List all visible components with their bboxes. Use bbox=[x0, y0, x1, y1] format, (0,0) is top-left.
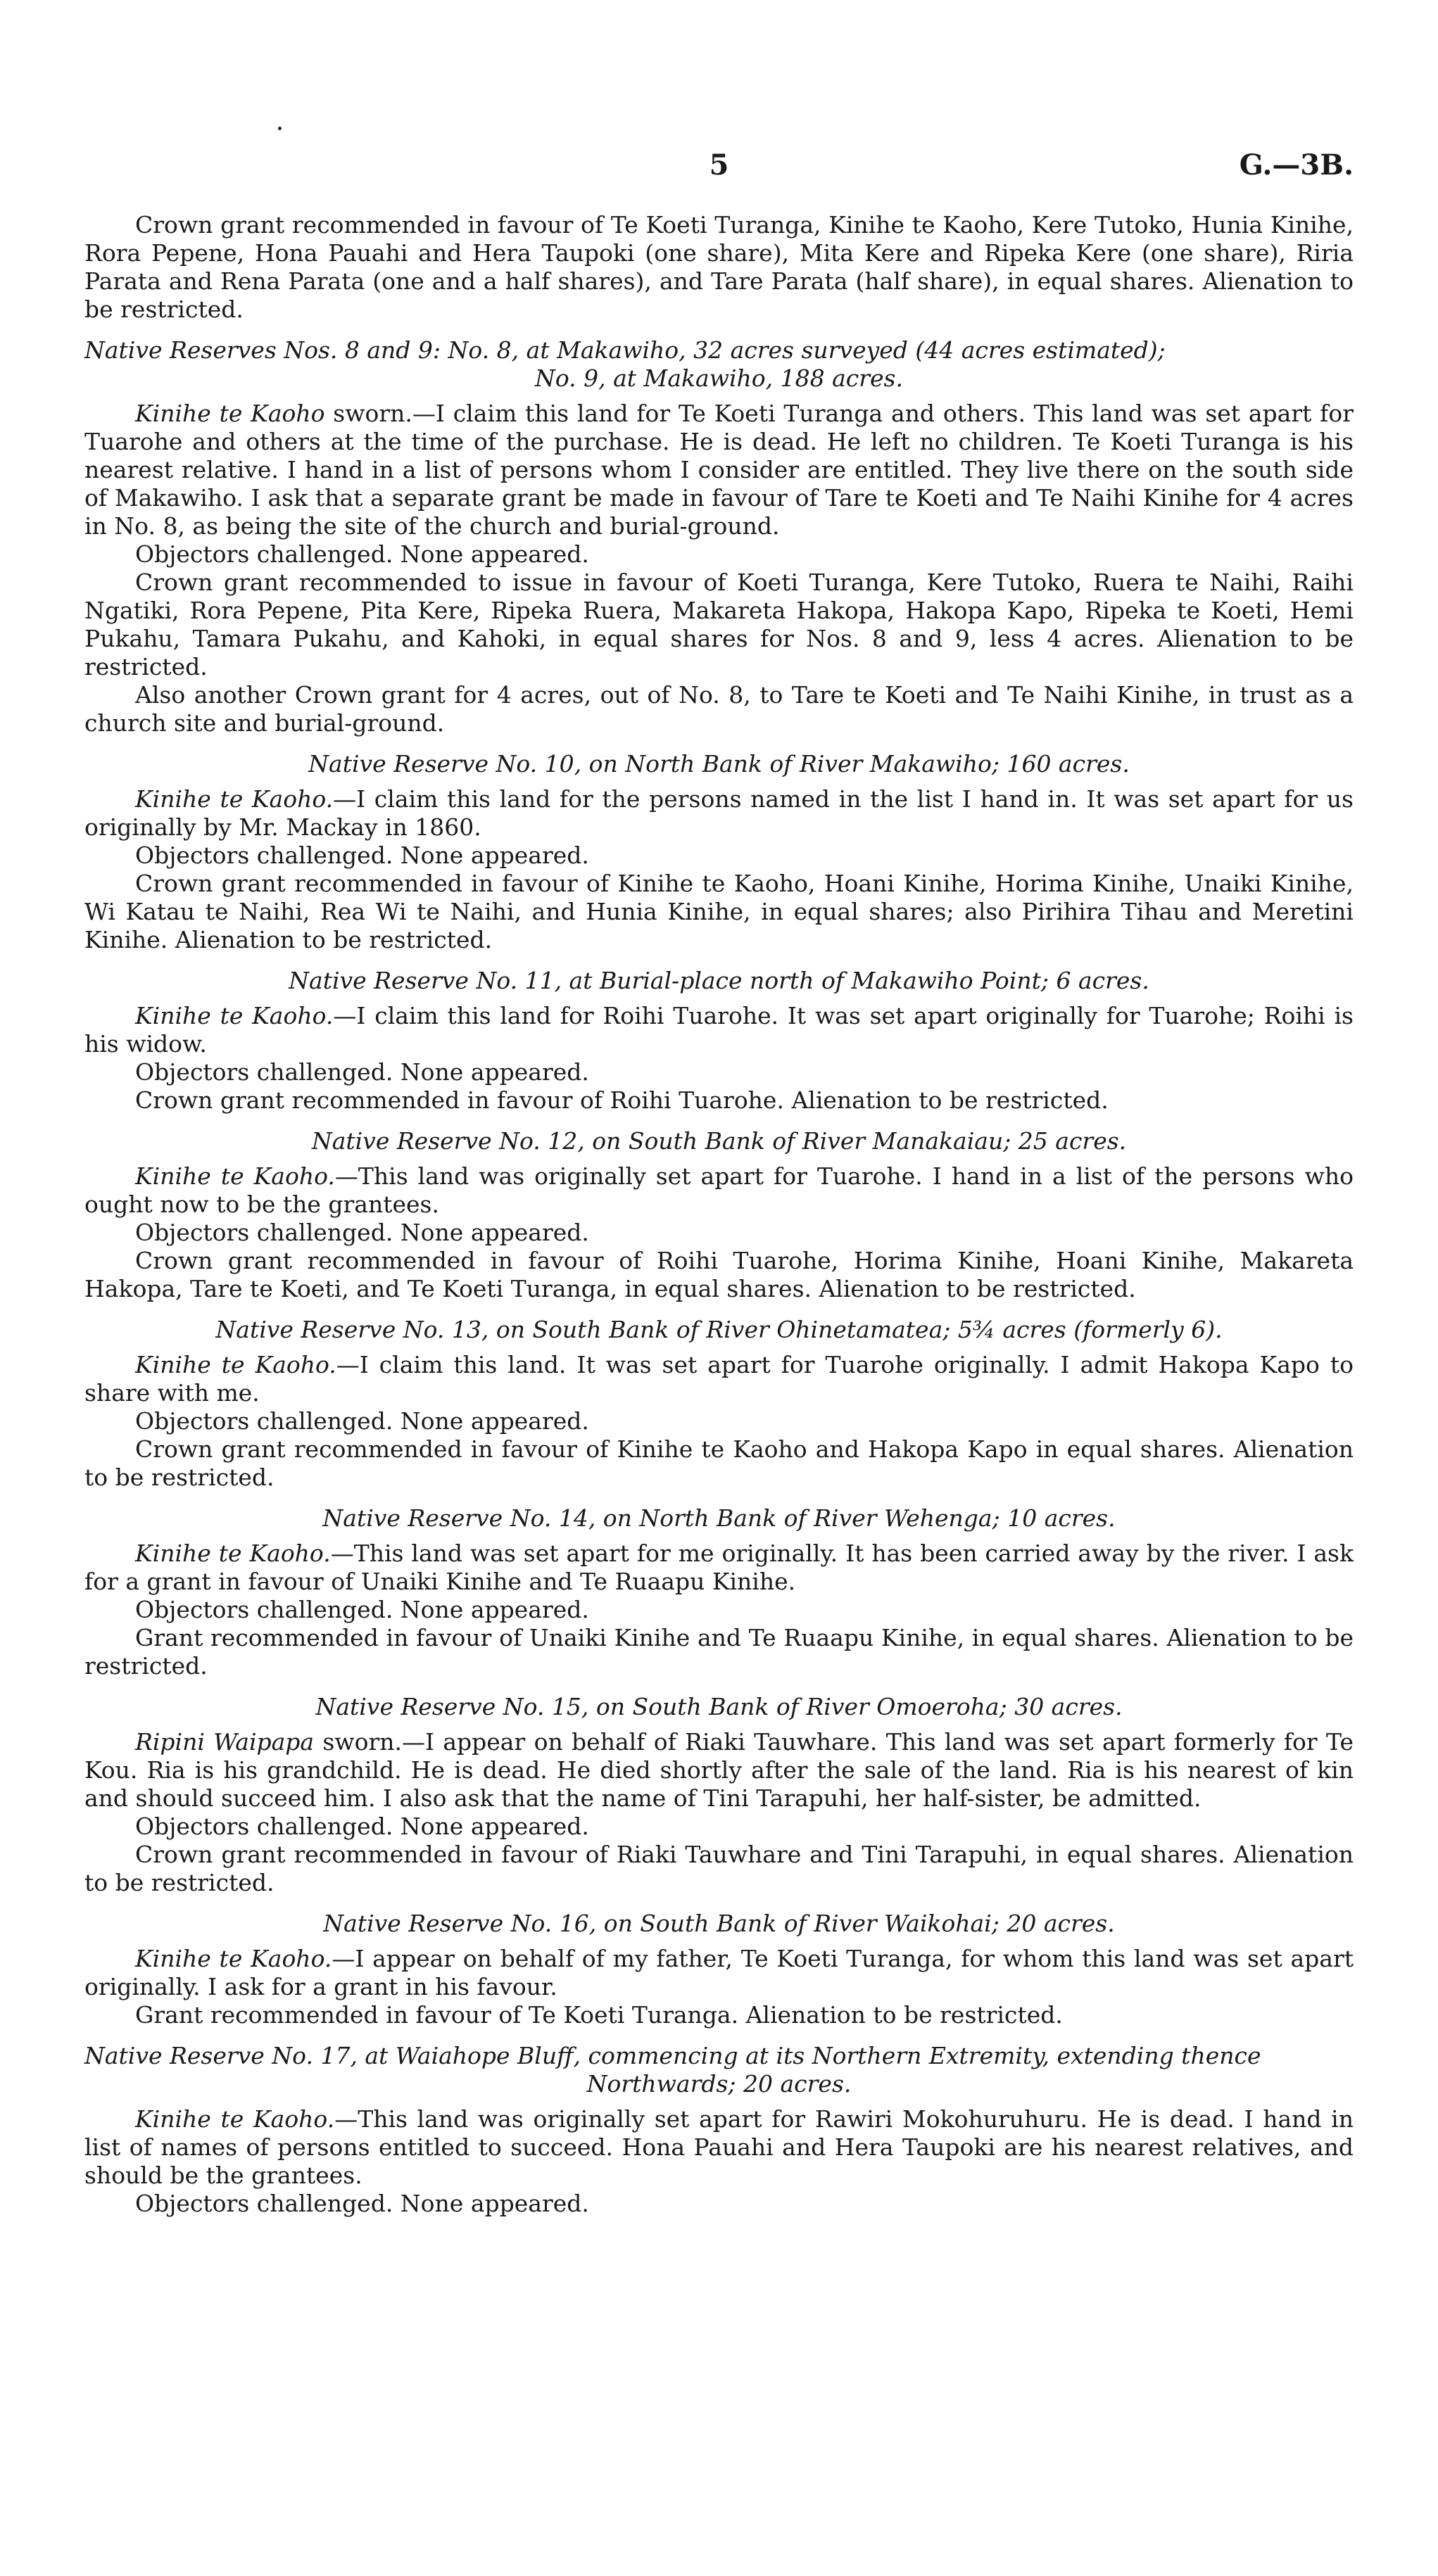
section-heading: Native Reserve No. 14, on North Bank of River Wehenga; 10 acres. bbox=[322, 1504, 1116, 1532]
heading-line: Native Reserves Nos. 8 and 9: No. 8, at Makawiho, 32 acres surveyed (44 acres estimated); bbox=[84, 336, 1166, 364]
speaker-name: Kinihe te Kaoho. bbox=[135, 1002, 334, 1029]
testimony-text: —I claim this land for the persons named in the list I hand in. It was set apart for us originally by Mr. Mackay in 1860. bbox=[84, 785, 1354, 841]
testimony-paragraph bbox=[84, 1002, 1354, 1058]
paragraph: Crown grant recommended in favour of Kinihe te Kaoho, Hoani Kinihe, Horima Kinihe, Unaiki Kinihe, Wi Katau te Naihi, Rea Wi te Naihi, and Hunia Kinihe, in equal shares; also Pirihira Tihau and Meretini Kinihe. Alienation to be restricted. bbox=[84, 870, 1354, 953]
testimony-paragraph bbox=[84, 1728, 1354, 1813]
paragraph: Crown grant recommended in favour of Roihi Tuarohe. Alienation to be restricted. bbox=[135, 1086, 1109, 1114]
testimony-paragraph bbox=[84, 785, 1354, 842]
page-header bbox=[84, 148, 1354, 186]
speaker-name: Kinihe te Kaoho. bbox=[135, 1540, 331, 1567]
section-heading: Native Reserve No. 13, on South Bank of River Ohinetamatea; 5¾ acres (formerly 6). bbox=[215, 1316, 1223, 1343]
speaker-name: Kinihe te Kaoho. bbox=[135, 1162, 335, 1190]
paragraph: Objectors challenged. None appeared. bbox=[135, 842, 589, 869]
paragraph: Objectors challenged. None appeared. bbox=[135, 1813, 589, 1840]
speaker-name: Kinihe te Kaoho bbox=[135, 400, 325, 427]
section-heading bbox=[84, 2042, 1354, 2098]
testimony-text: —This land was originally set apart for Rawiri Mokohuruhuru. He is dead. I hand in list of names of persons entitled to succeed. Hona Pauahi and Hera Taupoki are his nearest relatives, and should be the grantees. bbox=[84, 2105, 1354, 2189]
testimony-paragraph bbox=[84, 1540, 1354, 1596]
section-heading: Native Reserve No. 15, on South Bank of River Omoeroha; 30 acres. bbox=[315, 1693, 1123, 1720]
testimony-text: —I appear on behalf of my father, Te Koeti Turanga, for whom this land was set apart originally. I ask for a grant in his favour. bbox=[84, 1945, 1354, 2000]
testimony-paragraph bbox=[84, 1351, 1354, 1407]
paragraph: Objectors challenged. None appeared. bbox=[135, 2190, 589, 2217]
testimony-text: sworn.—I claim this land for Te Koeti Turanga and others. This land was set apart for Tuarohe and others at the time of the purchase. He is dead. He left no children. Te Koeti Turanga is his nearest relative. I hand in a list of persons whom I consider are entitled. They live there on the south side of Makawiho. I ask that a separate grant be made in favour of Tare te Koeti and Te Naihi Kinihe for 4 acres in No. 8, as being the site of the church and burial-ground. bbox=[84, 400, 1354, 540]
page-number: 5 bbox=[709, 148, 729, 182]
paragraph: Grant recommended in favour of Unaiki Kinihe and Te Ruaapu Kinihe, in equal shares. Alienation to be restricted. bbox=[84, 1624, 1354, 1680]
speaker-name: Kinihe te Kaoho. bbox=[135, 1945, 332, 1972]
section-heading: Native Reserve No. 10, on North Bank of River Makawiho; 160 acres. bbox=[308, 750, 1130, 778]
section-heading: Native Reserve No. 12, on South Bank of River Manakaiau; 25 acres. bbox=[311, 1127, 1127, 1155]
document-body bbox=[84, 211, 1354, 2218]
paragraph: Crown grant recommended in favour of Roihi Tuarohe, Horima Kinihe, Hoani Kinihe, Makareta Hakopa, Tare te Koeti, and Te Koeti Turanga, in equal shares. Alienation to be restricted. bbox=[84, 1247, 1354, 1302]
testimony-paragraph bbox=[84, 400, 1354, 540]
testimony-paragraph bbox=[84, 1945, 1354, 2001]
speaker-name: Kinihe te Kaoho. bbox=[135, 785, 334, 813]
heading-line: Native Reserve No. 17, at Waiahope Bluff, commencing at its Northern Extremity, extending thence bbox=[84, 2042, 1261, 2069]
section-heading bbox=[84, 336, 1354, 393]
testimony-text: —I claim this land. It was set apart for Tuarohe originally. I admit Hakopa Kapo to share with me. bbox=[84, 1351, 1354, 1407]
section-heading: Native Reserve No. 11, at Burial-place north of Makawiho Point; 6 acres. bbox=[289, 967, 1149, 994]
testimony-text: —I claim this land for Roihi Tuarohe. It was set apart originally for Tuarohe; Roihi is his widow. bbox=[84, 1002, 1354, 1058]
paragraph: Objectors challenged. None appeared. bbox=[135, 540, 589, 568]
paragraph: Crown grant recommended in favour of Kinihe te Kaoho and Hakopa Kapo in equal shares. Alienation to be restricted. bbox=[84, 1435, 1354, 1491]
heading-line: No. 9, at Makawiho, 188 acres. bbox=[535, 364, 903, 392]
stray-mark bbox=[278, 127, 282, 130]
paragraph: Crown grant recommended in favour of Riaki Tauwhare and Tini Tarapuhi, in equal shares. Alienation to be restricted. bbox=[84, 1841, 1354, 1896]
paragraph: Crown grant recommended to issue in favour of Koeti Turanga, Kere Tutoko, Ruera te Naihi, Raihi Ngatiki, Rora Pepene, Pita Kere, Ripeka Ruera, Makareta Hakopa, Hakopa Kapo, Ripeka te Koeti, Hemi Pukahu, Tamara Pukahu, and Kahoki, in equal shares for Nos. 8 and 9, less 4 acres. Alienation to be restricted. bbox=[84, 569, 1354, 680]
speaker-name: Ripini Waipapa bbox=[135, 1728, 315, 1756]
paragraph: Objectors challenged. None appeared. bbox=[135, 1596, 589, 1623]
speaker-name: Kinihe te Kaoho. bbox=[135, 2105, 335, 2133]
paragraph: Objectors challenged. None appeared. bbox=[135, 1058, 589, 1086]
paragraph: Grant recommended in favour of Te Koeti Turanga. Alienation to be restricted. bbox=[135, 2001, 1063, 2029]
heading-line: Northwards; 20 acres. bbox=[586, 2070, 852, 2098]
testimony-paragraph bbox=[84, 2105, 1354, 2190]
paragraph: Objectors challenged. None appeared. bbox=[135, 1219, 589, 1246]
speaker-name: Kinihe te Kaoho. bbox=[135, 1351, 336, 1378]
testimony-text: sworn.—I appear on behalf of Riaki Tauwhare. This land was set apart formerly for Te Kou. Ria is his grandchild. He is dead. He died shortly after the sale of the land. Ria is his nearest of kin and should succeed him. I also ask that the name of Tini Tarapuhi, her half-sister, be admitted. bbox=[84, 1728, 1354, 1812]
paragraph: Also another Crown grant for 4 acres, out of No. 8, to Tare te Koeti and Te Naihi Kinihe, in trust as a church site and burial-ground. bbox=[84, 681, 1354, 737]
testimony-text: —This land was originally set apart for Tuarohe. I hand in a list of the persons who ought now to be the grantees. bbox=[84, 1162, 1354, 1218]
testimony-text: —This land was set apart for me originally. It has been carried away by the river. I ask for a grant in favour of Unaiki Kinihe and Te Ruaapu Kinihe. bbox=[84, 1540, 1354, 1595]
testimony-paragraph bbox=[84, 1162, 1354, 1219]
section-heading: Native Reserve No. 16, on South Bank of River Waikohai; 20 acres. bbox=[323, 1910, 1115, 1937]
paragraph: Crown grant recommended in favour of Te Koeti Turanga, Kinihe te Kaoho, Kere Tutoko, Hunia Kinihe, Rora Pepene, Hona Pauahi and Hera Taupoki (one share), Mita Kere and Ripeka Kere (one share), Riria Parata and Rena Parata (one and a half shares), and Tare Parata (half share), in equal shares. Alienation to be restricted. bbox=[84, 211, 1354, 323]
document-reference: G.—3B. bbox=[1239, 148, 1354, 182]
paragraph: Objectors challenged. None appeared. bbox=[135, 1407, 589, 1435]
